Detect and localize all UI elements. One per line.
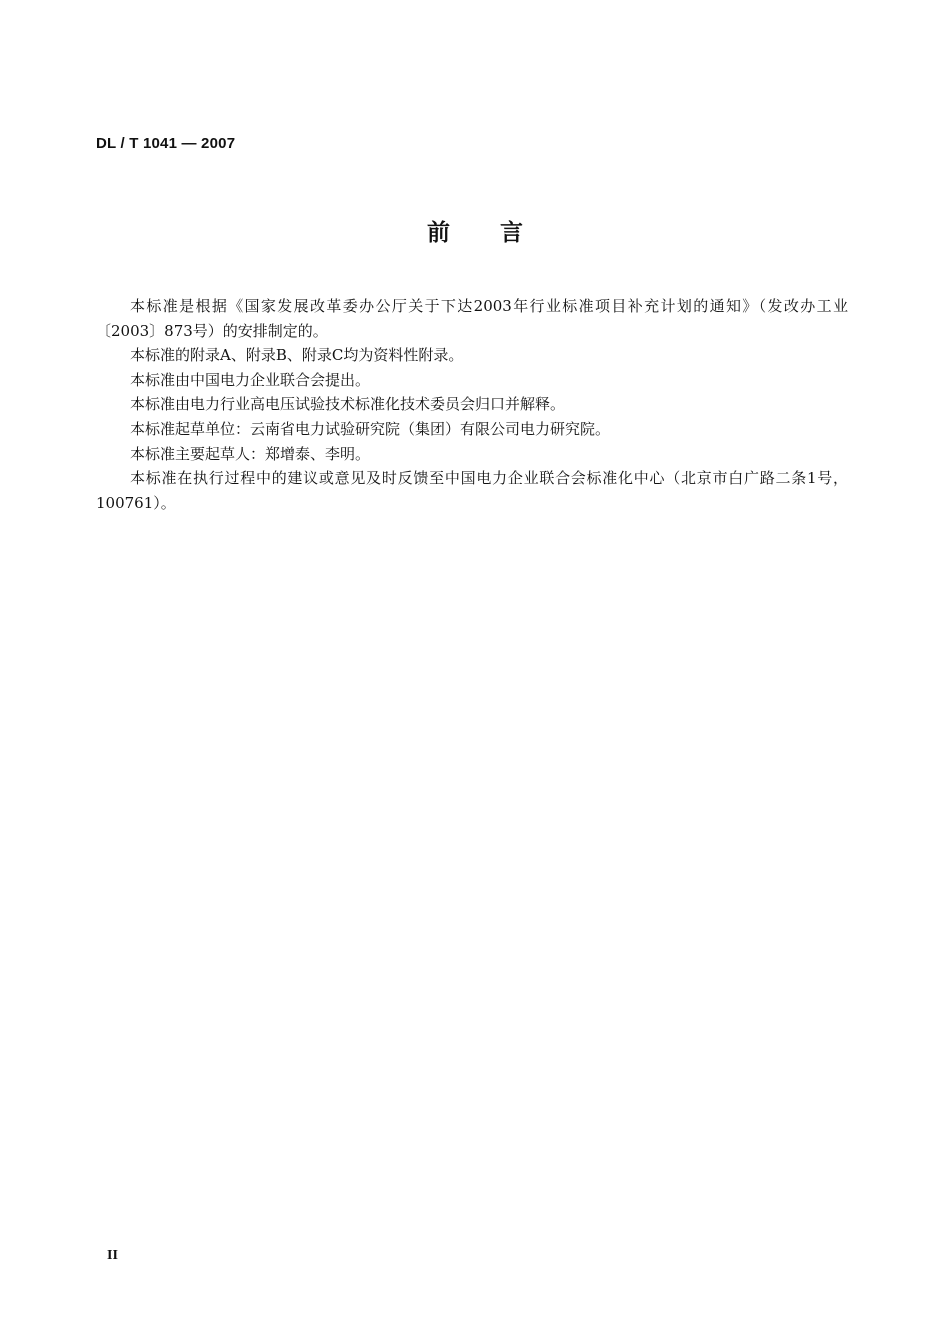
paragraph-basis: 本标准是根据《国家发展改革委办公厅关于下达2003年行业标准项目补充计划的通知》（发改办工业〔2003〕873号）的安排制定的。: [96, 297, 848, 340]
foreword-body: [96, 294, 848, 515]
paragraph-drafting-unit: 本标准起草单位：云南省电力试验研究院（集团）有限公司电力研究院。: [130, 419, 611, 438]
paragraph-appendices: 本标准的附录A、附录B、附录C均为资料性附录。: [130, 346, 464, 365]
page-number: II: [107, 1248, 118, 1263]
page-title: 前言: [427, 220, 573, 246]
paragraph-proposer: 本标准由中国电力企业联合会提出。: [130, 370, 371, 389]
paragraph-feedback: 本标准在执行过程中的建议或意见及时反馈至中国电力企业联合会标准化中心（北京市白广路二条1号，100761）。: [96, 469, 848, 512]
paragraph-drafters: 本标准主要起草人：郑增泰、李明。: [130, 444, 371, 463]
standard-code-header: DL / T 1041 — 2007: [96, 135, 236, 152]
paragraph-committee: 本标准由电力行业高电压试验技术标准化技术委员会归口并解释。: [130, 395, 566, 414]
